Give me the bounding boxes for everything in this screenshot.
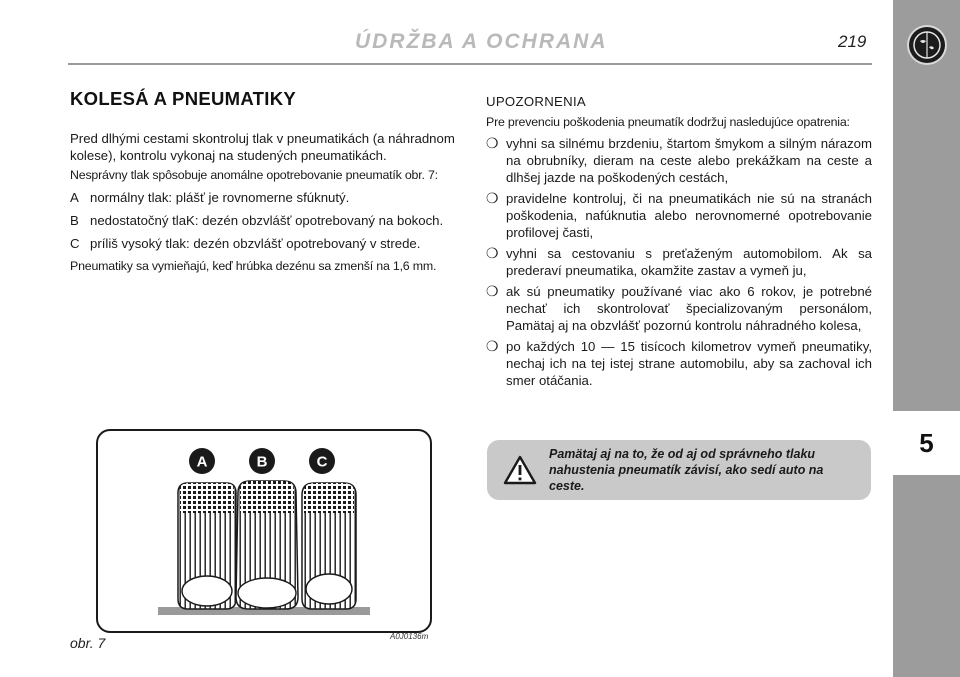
list-item	[486, 245, 872, 279]
item-letter: B	[70, 213, 79, 228]
right-column	[486, 93, 872, 393]
tyre-b	[236, 481, 298, 609]
label-a: A	[196, 453, 208, 471]
header-divider	[68, 63, 872, 65]
list-item	[486, 190, 872, 241]
intro-paragraph: Pred dlhými cestami skontroluj tlak v pneumatikách (a náhradnom kolese), kontrolu vykonaj na studených pneumatikách.	[70, 131, 455, 163]
figure-code: A0J0136m	[390, 632, 429, 641]
left-column	[70, 90, 458, 278]
tyre-a	[178, 483, 236, 609]
item-letter: C	[70, 236, 80, 251]
bullet-icon: ❍	[486, 190, 499, 206]
figure-caption: obr. 7	[70, 635, 106, 651]
pressure-paragraph: Nesprávny tlak spôsobuje anomálne opotrebovanie pneumatík obr. 7:	[70, 168, 438, 182]
item-text: príliš vysoký tlak: dezén obzvlášť opotrebovaný v strede.	[90, 236, 421, 251]
list-item	[70, 212, 458, 229]
bullet-text: po každých 10 — 15 tisícoch kilometrov vymeň pneumatiky, nechaj ich na tej istej strane automobilu, aby sa zachoval ich smer otáčania.	[506, 339, 872, 388]
item-letter: A	[70, 190, 79, 205]
item-text: nedostatočný tlaK: dezén obzvlášť opotrebovaný na bokoch.	[90, 213, 444, 228]
bullet-text: vyhni sa cestovaniu s preťaženým automobilom. Ak sa prederaví pneumatika, okamžite zastav a vymeň ju,	[506, 246, 872, 278]
list-item	[486, 135, 872, 186]
page-number: 219	[838, 32, 867, 51]
label-c: C	[316, 453, 328, 471]
label-b: B	[256, 453, 268, 471]
bullet-text: ak sú pneumatiky používané viac ako 6 rokov, je potrebné nechať ich skontrolovať špecializovaným personálom, Pamätaj aj na obzvlášť pozornú kontrolu náhradného kolesa,	[506, 284, 872, 333]
running-header-title: ÚDRŽBA A OCHRANA	[355, 30, 608, 53]
item-text: normálny tlak: plášť je rovnomerne sfúknutý.	[90, 190, 350, 205]
label-b-badge	[249, 448, 275, 474]
list-item	[486, 338, 872, 389]
bullet-icon: ❍	[486, 135, 499, 151]
label-c-badge	[309, 448, 335, 474]
warning-text: Pamätaj aj na to, že od aj od správneho tlaku nahustenia pneumatík závisí, ako sedí auto na ceste.	[549, 447, 824, 493]
chapter-side-tab	[893, 0, 960, 677]
tyre-c	[302, 483, 356, 609]
chapter-number: 5	[893, 411, 960, 475]
bullet-text: pravidelne kontroluj, či na pneumatikách nie sú na stranách poškodenia, nafúknutia alebo nerovnomerné opotrebovanie profilovej časti,	[506, 191, 872, 240]
warning-triangle-icon	[503, 455, 537, 485]
list-item	[70, 189, 458, 206]
tyre-illustration	[98, 431, 430, 631]
bullet-icon: ❍	[486, 338, 499, 354]
warning-callout	[487, 440, 871, 500]
bullet-icon: ❍	[486, 245, 499, 261]
warnings-intro: Pre prevenciu poškodenia pneumatík dodržuj nasledujúce opatrenia:	[486, 115, 850, 129]
list-item	[486, 283, 872, 334]
warnings-heading: UPOZORNENIA	[486, 94, 587, 109]
list-item	[70, 235, 458, 252]
tread-paragraph: Pneumatiky sa vymieňajú, keď hrúbka dezénu sa zmenší na 1,6 mm.	[70, 259, 437, 273]
figure-tyre-wear	[96, 429, 432, 633]
brand-logo-icon	[909, 27, 945, 63]
bullet-icon: ❍	[486, 283, 499, 299]
section-title: KOLESÁ A PNEUMATIKY	[70, 88, 296, 109]
label-a-badge	[189, 448, 215, 474]
bullet-text: vyhni sa silnému brzdeniu, štartom šmykom a silným nárazom na obrubníky, dieram na ceste alebo prekážkam na ceste a dlhšej jazde na poškodených cestách,	[506, 136, 872, 185]
